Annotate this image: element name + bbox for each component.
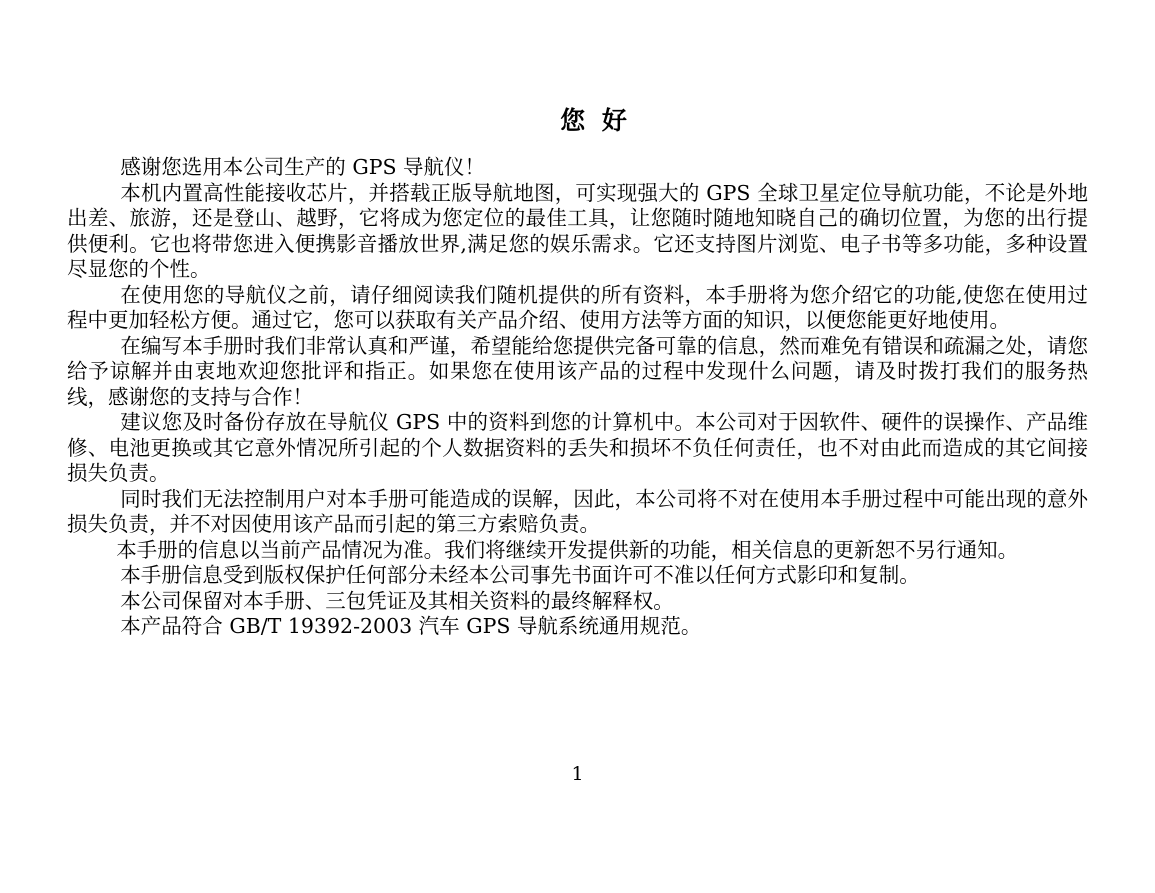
- paragraph-feedback: 在编写本手册时我们非常认真和严谨，希望能给您提供完备可靠的信息，然而难免有错误和疏漏之处，请您给予谅解并由衷地欢迎您批评和指正。如果您在使用该产品的过程中发现什么问题，请及时拨打我们的服务热线，感谢您的支持与合作！: [67, 333, 1088, 409]
- paragraph-read-manual: 在使用您的导航仪之前，请仔细阅读我们随机提供的所有资料，本手册将为您介绍它的功能,使您在使用过程中更加轻松方便。通过它，您可以获取有关产品介绍、使用方法等方面的知识，以便您能更好地使用。: [67, 282, 1088, 332]
- page-title: 您 好: [560, 106, 631, 135]
- document-body: [67, 155, 1088, 640]
- paragraph-features: 本机内置高性能接收芯片，并搭载正版导航地图，可实现强大的 GPS 全球卫星定位导航功能，不论是外地出差、旅游，还是登山、越野，它将成为您定位的最佳工具，让您随时随地知晓自己的确切位置，为您的出行提供便利。它也将带您进入便携影音播放世界,满足您的娱乐需求。它还支持图片浏览、电子书等多功能，多种设置尽显您的个性。: [67, 180, 1088, 281]
- paragraph-interpretation: 本公司保留对本手册、三包凭证及其相关资料的最终解释权。: [120, 588, 674, 613]
- paragraph-updates: 本手册的信息以当前产品情况为准。我们将继续开发提供新的功能，相关信息的更新恕不另行通知。: [116, 537, 1019, 562]
- paragraph-standard: 本产品符合 GB/T 19392-2003 汽车 GPS 导航系统通用规范。: [120, 614, 702, 638]
- paragraph-thanks: 感谢您选用本公司生产的 GPS 导航仪！: [120, 155, 486, 179]
- paragraph-copyright: 本手册信息受到版权保护任何部分未经本公司事先书面许可不准以任何方式影印和复制。: [120, 563, 920, 587]
- paragraph-liability: 同时我们无法控制用户对本手册可能造成的误解，因此，本公司将不对在使用本手册过程中可能出现的意外损失负责，并不对因使用该产品而引起的第三方索赔负责。: [67, 486, 1088, 536]
- page-number: 1: [571, 763, 584, 785]
- paragraph-backup: 建议您及时备份存放在导航仪 GPS 中的资料到您的计算机中。本公司对于因软件、硬件的误操作、产品维修、电池更换或其它意外情况所引起的个人数据资料的丢失和损坏不负任何责任，也不对由此而造成的其它间接损失负责。: [67, 410, 1088, 485]
